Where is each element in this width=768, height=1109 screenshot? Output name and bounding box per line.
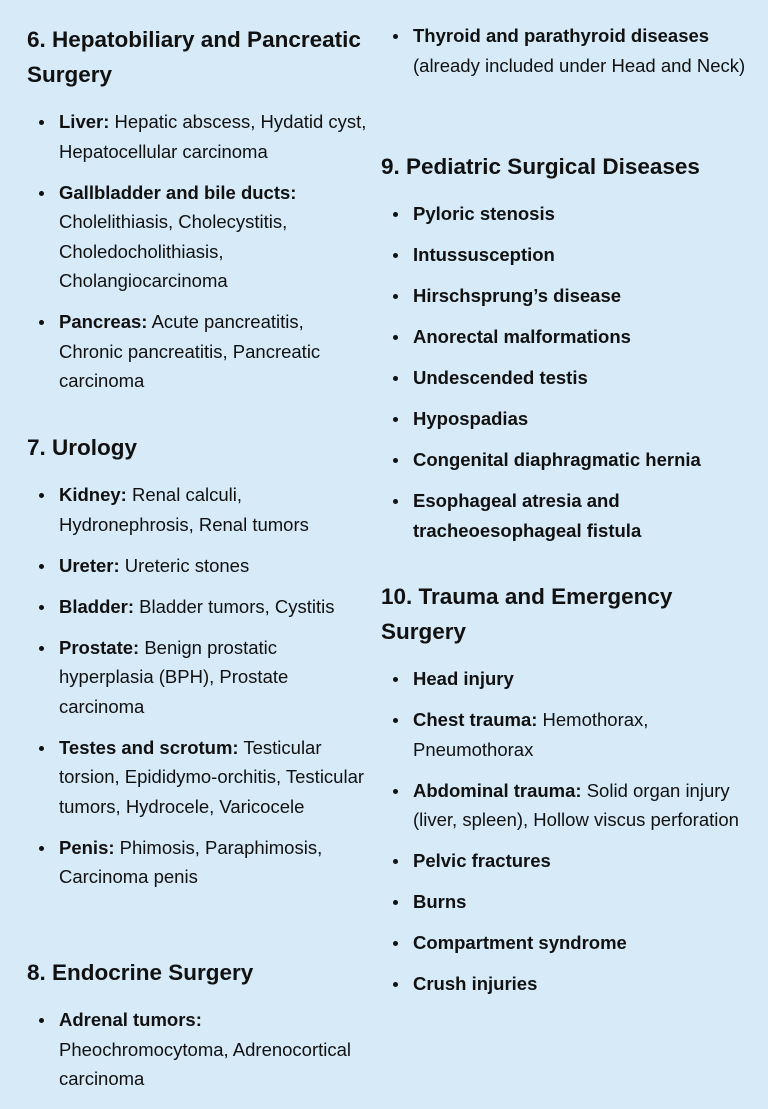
list-item [381,240,751,270]
item-text: Acute pancreatitis, Chronic pancreatitis, Pancreatic carcinoma [59,311,321,391]
item-term: Bladder: [59,595,135,617]
section-urology [27,430,367,903]
item-term: Hypospadias [413,408,529,429]
list-urology [27,480,367,892]
item-term: Abdominal trauma: [413,779,582,801]
list-item [381,404,751,434]
item-term: Intussusception [413,244,555,265]
item-term: Undescended testis [413,367,588,388]
list-item [381,21,751,80]
section-continued [381,8,751,92]
list-item [381,705,751,764]
list-item [27,107,367,166]
item-text: Phimosis, Paraphimosis, Carcinoma penis [59,836,323,887]
list-item [27,1005,367,1094]
section-title-hepatobiliary: 6. Hepatobiliary and Pancreatic Surgery [27,27,361,87]
item-term: Kidney: [59,484,127,505]
item-term: Head injury [413,668,514,689]
item-term: Pancreas: [59,311,148,332]
item-term: Hirschsprung’s disease [413,285,622,306]
list-item [381,486,751,545]
list-item [381,969,751,999]
list-item [381,322,751,352]
item-text: Benign prostatic hyperplasia (BPH), Prostate carcinoma [59,636,289,717]
list-item [27,178,367,296]
list-pediatric [381,199,751,545]
item-term: Prostate: [59,636,140,658]
list-item [381,199,751,229]
list-trauma [381,664,751,999]
item-term: Compartment syndrome [413,932,627,953]
list-item [381,445,751,475]
item-term: Pelvic fractures [413,850,551,871]
list-item [381,887,751,917]
list-item [381,928,751,958]
list-item [381,846,751,876]
list-item [381,776,751,835]
item-term: Testes and scrotum: [59,736,239,758]
list-item [27,633,367,722]
section-endocrine [27,955,367,1105]
list-continued [381,21,751,80]
list-item [27,480,367,539]
item-term: Chest trauma: [413,709,538,730]
section-title-pediatric: 9. Pediatric Surgical Diseases [381,154,700,179]
section-title-trauma: 10. Trauma and Emergency Surgery [381,584,673,644]
section-title-urology: 7. Urology [27,435,138,460]
item-text: Hemothorax, Pneumothorax [413,709,649,760]
section-pediatric [381,149,751,557]
list-item [27,733,367,822]
section-hepatobiliary [27,22,367,407]
list-item [27,307,367,396]
item-text: Pheochromocytoma, Adrenocortical carcinoma [59,1038,352,1089]
item-text: (already included under Head and Neck) [413,54,746,76]
list-hepatobiliary [27,107,367,396]
list-item [381,363,751,393]
item-term: Pyloric stenosis [413,203,555,224]
item-term: Congenital diaphragmatic hernia [413,449,701,470]
list-item [381,664,751,694]
section-trauma [381,579,751,1010]
item-text: Bladder tumors, Cystitis [134,595,335,617]
list-item [27,592,367,622]
item-term: Liver: [59,111,110,132]
list-item [27,833,367,892]
item-text: Cholelithiasis, Cholecystitis, Choledocholithiasis, Cholangiocarcinoma [59,211,288,291]
item-term: Thyroid and parathyroid diseases [413,25,710,46]
item-text: Testicular torsion, Epididymo-orchitis, Testicular tumors, Hydrocele, Varicocele [59,736,365,817]
item-text: Renal calculi, Hydronephrosis, Renal tumors [59,484,309,535]
item-term: Penis: [59,836,115,858]
item-text: Hepatic abscess, Hydatid cyst, Hepatocellular carcinoma [59,111,367,162]
item-term: Crush injuries [413,973,538,994]
item-term: Burns [413,891,467,912]
item-text: Ureteric stones [119,554,250,576]
item-term: Gallbladder and bile ducts: [59,181,297,203]
item-text: Solid organ injury (liver, spleen), Hollow viscus perforation [413,779,739,830]
section-title-endocrine: 8. Endocrine Surgery [27,960,254,985]
item-term: Ureter: [59,554,120,576]
list-endocrine [27,1005,367,1094]
list-item [27,551,367,581]
list-item [381,281,751,311]
item-term: Esophageal atresia and tracheoesophageal fistula [413,490,642,541]
item-term: Adrenal tumors: [59,1009,202,1030]
item-term: Anorectal malformations [413,326,631,347]
